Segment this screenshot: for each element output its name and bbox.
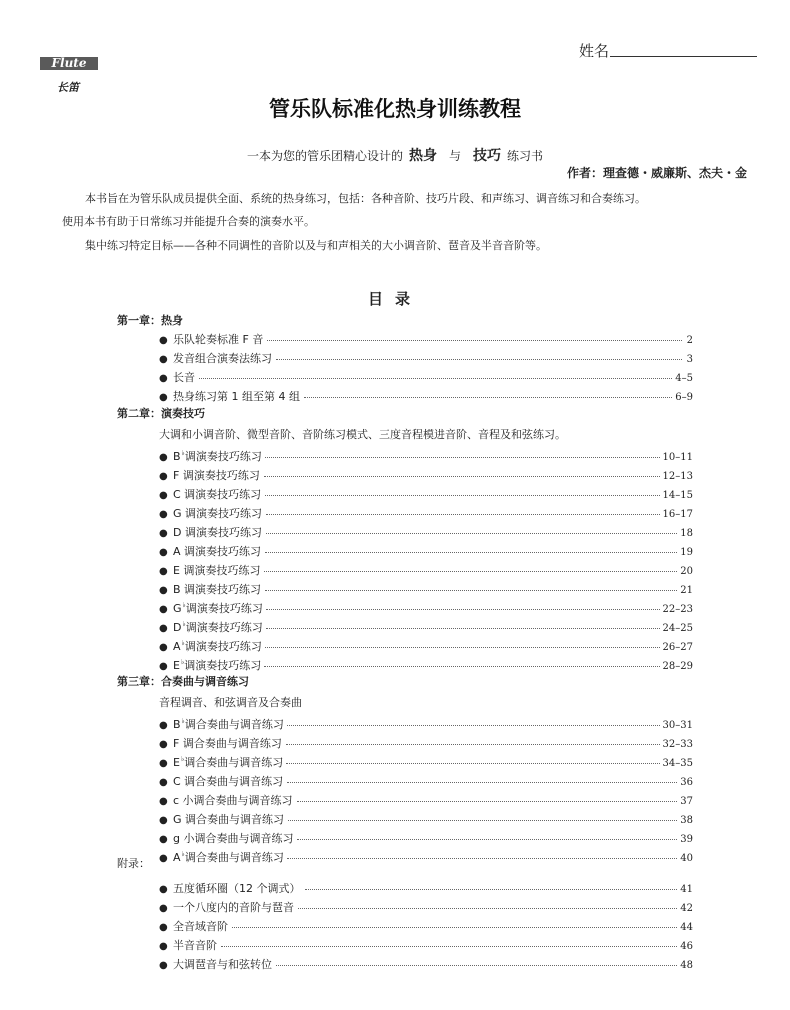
- toc-page-number: 41: [680, 884, 693, 895]
- toc-entry-title: [173, 918, 229, 934]
- dot-leader: [287, 857, 677, 859]
- bullet-icon: ●: [159, 354, 168, 365]
- toc-entry-title: [173, 716, 284, 732]
- toc-entry-title: [173, 524, 263, 540]
- toc-page-number: 14–15: [662, 490, 693, 501]
- entry-title-main: B: [173, 718, 181, 731]
- bullet-icon: ●: [159, 623, 168, 634]
- dot-leader: [265, 494, 659, 496]
- dot-leader: [297, 838, 677, 840]
- intro-paragraph-3: 集中练习特定目标——各种不同调性的音阶以及与和声相关的大小调音阶、琶音及半音音阶等。: [85, 239, 547, 252]
- toc-page-number: 40: [680, 853, 693, 864]
- subtitle: [0, 145, 790, 165]
- chapter-heading: 第一章：热身: [117, 314, 183, 327]
- toc-entry[interactable]: [159, 830, 693, 846]
- entry-title-main: G: [173, 602, 182, 615]
- entry-title-main: E: [173, 756, 180, 769]
- toc-entry[interactable]: [159, 543, 693, 559]
- toc-entry-title: [173, 657, 261, 673]
- instrument-cn: 长笛: [57, 81, 79, 94]
- toc-entry-title: [173, 880, 302, 896]
- toc-entry-title: [173, 369, 196, 385]
- entry-title-main: E 调演奏技巧练习: [173, 564, 261, 577]
- bullet-icon: ●: [159, 720, 168, 731]
- entry-title-rest: 调演奏技巧练习: [185, 602, 263, 615]
- toc-entry[interactable]: [159, 369, 693, 385]
- toc-entry-title: [173, 830, 294, 846]
- bullet-icon: ●: [159, 758, 168, 769]
- toc-entry[interactable]: [159, 505, 693, 521]
- toc-page-number: 44: [680, 922, 693, 933]
- toc-entry[interactable]: [159, 619, 693, 635]
- entry-title-rest: 调合奏曲与调音练习: [184, 756, 284, 769]
- entry-title-main: A 调演奏技巧练习: [173, 545, 262, 558]
- entry-title-rest: 调演奏技巧练习: [184, 659, 262, 672]
- toc-entry-title: [173, 773, 284, 789]
- toc-entry[interactable]: [159, 735, 693, 751]
- toc-entry-title: [173, 543, 262, 559]
- flat-sign: ♭: [181, 850, 185, 858]
- dot-leader: [232, 926, 677, 928]
- dot-leader: [286, 762, 659, 764]
- flat-sign: ♭: [181, 717, 185, 725]
- entry-title-rest: 调合奏曲与调音练习: [184, 718, 284, 731]
- bullet-icon: ●: [159, 471, 168, 482]
- entry-title-main: 发音组合演奏法练习: [173, 352, 272, 365]
- entry-title-main: 五度循环圈（12 个调式）: [173, 882, 301, 895]
- dot-leader: [265, 456, 660, 458]
- toc-entry-title: [173, 899, 295, 915]
- bullet-icon: ●: [159, 452, 168, 463]
- toc-entry[interactable]: [159, 388, 693, 404]
- dot-leader: [297, 800, 678, 802]
- entry-title-main: 长音: [173, 371, 195, 384]
- entry-title-main: 全音域音阶: [173, 920, 228, 933]
- subtitle-mid: 与: [448, 149, 461, 163]
- entry-title-main: G 调合奏曲与调音练习: [173, 813, 285, 826]
- subtitle-suffix: 练习书: [507, 149, 544, 163]
- entry-title-main: A: [173, 640, 181, 653]
- entry-title-main: D 调演奏技巧练习: [173, 526, 262, 539]
- toc-entry[interactable]: [159, 467, 693, 483]
- toc-page-number: 26–27: [662, 642, 693, 653]
- toc-entry-title: [173, 562, 261, 578]
- chapter-description: 音程调音、和弦调音及合奏曲: [159, 696, 302, 709]
- flat-sign: ♭: [181, 639, 185, 647]
- toc-page-number: 4–5: [675, 373, 693, 384]
- toc-entry-title: [173, 581, 262, 597]
- dot-leader: [276, 964, 677, 966]
- toc-page-number: 22–23: [662, 604, 693, 615]
- entry-title-main: 半音音阶: [173, 939, 217, 952]
- bullet-icon: ●: [159, 960, 168, 971]
- dot-leader: [264, 475, 660, 477]
- entry-title-main: g 小调合奏曲与调音练习: [173, 832, 294, 845]
- dot-leader: [266, 513, 660, 515]
- toc-entry-title: [173, 388, 301, 404]
- entry-title-main: B 调演奏技巧练习: [173, 583, 262, 596]
- toc-page-number: 16–17: [662, 509, 693, 520]
- toc-page-number: 38: [680, 815, 693, 826]
- dot-leader: [265, 551, 677, 553]
- dot-leader: [264, 665, 659, 667]
- toc-page-number: 30–31: [662, 720, 693, 731]
- bullet-icon: ●: [159, 566, 168, 577]
- toc-entry[interactable]: [159, 657, 693, 673]
- toc-entry[interactable]: [159, 899, 693, 915]
- name-field-line[interactable]: [610, 56, 757, 57]
- toc-entry[interactable]: [159, 773, 693, 789]
- flat-sign: ♭: [180, 755, 185, 763]
- toc-page-number: 19: [680, 547, 693, 558]
- dot-leader: [276, 358, 682, 360]
- chapter-heading: 第三章：合奏曲与调音练习: [117, 675, 249, 688]
- dot-leader: [305, 888, 678, 890]
- toc-page-number: 24–25: [662, 623, 693, 634]
- entry-title-main: c 小调合奏曲与调音练习: [173, 794, 293, 807]
- bullet-icon: ●: [159, 509, 168, 520]
- toc-page-number: 42: [680, 903, 693, 914]
- dot-leader: [286, 743, 660, 745]
- dot-leader: [199, 377, 672, 379]
- subtitle-prefix: 一本为您的管乐团精心设计的: [246, 149, 403, 163]
- entry-title-main: B: [173, 450, 181, 463]
- subtitle-word1: 热身: [408, 148, 437, 164]
- dot-leader: [264, 570, 677, 572]
- flat-sign: ♭: [181, 449, 185, 457]
- toc-page-number: 6–9: [675, 392, 693, 403]
- instrument-tag: [40, 57, 98, 70]
- toc-entry[interactable]: [159, 448, 693, 464]
- toc-entry[interactable]: [159, 811, 693, 827]
- toc-entry[interactable]: [159, 880, 693, 896]
- toc-entry[interactable]: [159, 937, 693, 953]
- entry-title-main: C 调演奏技巧练习: [173, 488, 262, 501]
- toc-entry[interactable]: [159, 600, 693, 616]
- instrument-en: Flute: [51, 56, 87, 70]
- toc-entry-title: [173, 600, 263, 616]
- bullet-icon: ●: [159, 922, 168, 933]
- toc-page-number: 32–33: [662, 739, 693, 750]
- bullet-icon: ●: [159, 739, 168, 750]
- toc-page-number: 2: [686, 335, 693, 346]
- entry-title-main: D: [173, 621, 182, 634]
- toc-entry-title: [173, 937, 218, 953]
- entry-title-main: G 调演奏技巧练习: [173, 507, 263, 520]
- toc-entry-title: [173, 811, 285, 827]
- dot-leader: [287, 724, 660, 726]
- bullet-icon: ●: [159, 834, 168, 845]
- toc-entry[interactable]: [159, 918, 693, 934]
- toc-entry-title: [173, 956, 273, 972]
- toc-entry[interactable]: [159, 331, 693, 347]
- bullet-icon: ●: [159, 661, 168, 672]
- toc-entry[interactable]: [159, 581, 693, 597]
- chapter-heading: 附录：: [117, 857, 150, 870]
- entry-title-main: E: [173, 659, 180, 672]
- toc-entry-title: [173, 792, 294, 808]
- toc-page-number: 10–11: [662, 452, 693, 463]
- toc-page-number: 28–29: [662, 661, 693, 672]
- bullet-icon: ●: [159, 884, 168, 895]
- subtitle-word2: 技巧: [473, 148, 501, 164]
- dot-leader: [288, 819, 677, 821]
- page-title: 管乐队标准化热身训练教程: [269, 97, 521, 121]
- entry-title-rest: 调演奏技巧练习: [185, 621, 263, 634]
- toc-entry-title: [173, 448, 262, 464]
- bullet-icon: ●: [159, 777, 168, 788]
- entry-title-rest: 调演奏技巧练习: [184, 450, 262, 463]
- toc-entry[interactable]: [159, 956, 693, 972]
- toc-page-number: 39: [680, 834, 693, 845]
- toc-title: 目录: [367, 290, 422, 308]
- toc-entry-title: [173, 849, 284, 865]
- entry-title-main: 大调琶音与和弦转位: [173, 958, 272, 971]
- bullet-icon: ●: [159, 392, 168, 403]
- toc-page-number: 37: [680, 796, 693, 807]
- bullet-icon: ●: [159, 547, 168, 558]
- dot-leader: [266, 532, 677, 534]
- toc-entry[interactable]: [159, 524, 693, 540]
- toc-page-number: 12–13: [662, 471, 693, 482]
- dot-leader: [265, 646, 660, 648]
- toc-page-number: 3: [686, 354, 693, 365]
- dot-leader: [265, 589, 677, 591]
- flat-sign: ♭: [182, 601, 186, 609]
- toc-page-number: 48: [680, 960, 693, 971]
- toc-entry[interactable]: [159, 350, 693, 366]
- entry-title-main: A: [173, 851, 181, 864]
- bullet-icon: ●: [159, 853, 168, 864]
- bullet-icon: ●: [159, 373, 168, 384]
- bullet-icon: ●: [159, 815, 168, 826]
- chapter-heading: 第二章：演奏技巧: [117, 407, 205, 420]
- toc-page-number: 20: [680, 566, 693, 577]
- entry-title-main: F 调演奏技巧练习: [173, 469, 260, 482]
- dot-leader: [266, 608, 660, 610]
- dot-leader: [267, 339, 682, 341]
- dot-leader: [221, 945, 677, 947]
- toc-entry-title: [173, 486, 262, 502]
- toc-entry-title: [173, 505, 263, 521]
- entry-title-main: 乐队轮奏标准 F 音: [173, 333, 264, 346]
- dot-leader: [287, 781, 677, 783]
- toc-entry-title: [173, 350, 273, 366]
- toc-entry-title: [173, 735, 283, 751]
- toc-entry[interactable]: [159, 562, 693, 578]
- toc-entry[interactable]: [159, 792, 693, 808]
- entry-title-main: 一个八度内的音阶与琶音: [173, 901, 294, 914]
- chapter-description: 大调和小调音阶、微型音阶、音阶练习模式、三度音程模进音阶、音程及和弦练习。: [159, 428, 566, 441]
- toc-entry[interactable]: [159, 754, 693, 770]
- bullet-icon: ●: [159, 796, 168, 807]
- toc-entry[interactable]: [159, 486, 693, 502]
- toc-page-number: 21: [680, 585, 693, 596]
- bullet-icon: ●: [159, 335, 168, 346]
- entry-title-main: F 调合奏曲与调音练习: [173, 737, 282, 750]
- bullet-icon: ●: [159, 490, 168, 501]
- toc-page-number: 46: [680, 941, 693, 952]
- toc-page-number: 36: [680, 777, 693, 788]
- intro-paragraph-2: 使用本书有助于日常练习并能提升合奏的演奏水平。: [62, 215, 315, 228]
- flat-sign: ♭: [180, 658, 185, 666]
- toc-entry[interactable]: [159, 849, 693, 865]
- toc-entry-title: [173, 638, 262, 654]
- toc-entry-title: [173, 331, 264, 347]
- toc-entry-title: [173, 754, 283, 770]
- toc-entry-title: [173, 619, 263, 635]
- bullet-icon: ●: [159, 585, 168, 596]
- dot-leader: [304, 396, 672, 398]
- toc-entry[interactable]: [159, 716, 693, 732]
- bullet-icon: ●: [159, 604, 168, 615]
- entry-title-main: C 调合奏曲与调音练习: [173, 775, 284, 788]
- entry-title-rest: 调合奏曲与调音练习: [184, 851, 284, 864]
- flat-sign: ♭: [182, 620, 186, 628]
- toc-entry[interactable]: [159, 638, 693, 654]
- authors: 作者：理查德・威廉斯、杰夫・金: [566, 166, 747, 180]
- entry-title-rest: 调演奏技巧练习: [184, 640, 262, 653]
- bullet-icon: ●: [159, 941, 168, 952]
- toc-page-number: 18: [680, 528, 693, 539]
- bullet-icon: ●: [159, 642, 168, 653]
- entry-title-main: 热身练习第 1 组至第 4 组: [173, 390, 300, 403]
- toc-page-number: 34–35: [662, 758, 693, 769]
- name-label: 姓名: [579, 42, 610, 60]
- bullet-icon: ●: [159, 903, 168, 914]
- dot-leader: [298, 907, 677, 909]
- intro-paragraph-1: 本书旨在为管乐队成员提供全面、系统的热身练习，包括：各种音阶、技巧片段、和声练习、调音练习和合奏练习。: [85, 192, 646, 205]
- toc-entry-title: [173, 467, 261, 483]
- dot-leader: [266, 627, 660, 629]
- bullet-icon: ●: [159, 528, 168, 539]
